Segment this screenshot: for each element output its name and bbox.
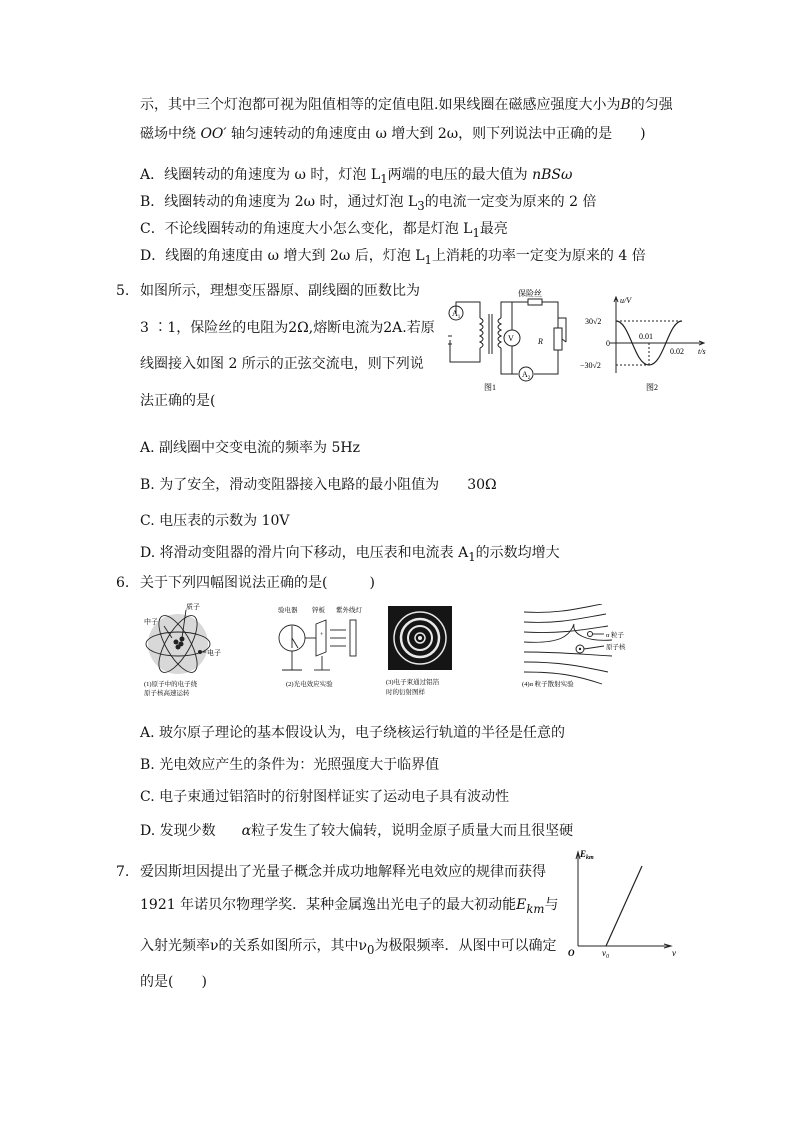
q5-voltage-graph xyxy=(580,293,718,396)
zinc-plate-label: 锌板 xyxy=(312,607,325,614)
q5-option-d: D. 将滑动变阻器的滑片向下移动，电压表和电流表 $A_1$的示数均增大 xyxy=(140,545,560,564)
secondary-wire-top xyxy=(501,302,528,318)
q5-line2: 3 ∶1，保险丝的电阻为2Ω,熔断电流为2A.若原 xyxy=(140,320,435,336)
electroscope-label: 验电器 xyxy=(278,607,298,614)
q4-line2: 磁场中绕 OO′ 轴匀速转动的角速度由 ω 增大到 2ω，则下列说法中正确的是 ) xyxy=(140,126,646,142)
fig1-caption-line2: 原子核高速运转 xyxy=(144,690,190,697)
svg-text:A1 xyxy=(452,309,461,320)
q5-option-c: C. 电压表的示数为 10V xyxy=(140,513,290,529)
rheostat-label: R xyxy=(538,337,543,346)
q6-number: 6. xyxy=(116,575,130,591)
q7-line4: 的是( ) xyxy=(140,974,207,990)
q7-line2: 1921 年诺贝尔物理学奖．某种金属逸出光电子的最大初动能$E_{km}$与 xyxy=(140,897,559,916)
q6-diffraction-figure xyxy=(384,604,458,698)
alpha-particle xyxy=(588,632,593,637)
q4-option-d: D．线圈的角速度由 ω 增大到 2ω 后，灯泡 $L_1$上消耗的功率一定变为原来的 4 倍 xyxy=(140,248,646,267)
q5-circuit-figure xyxy=(440,288,570,396)
alpha-trajectories xyxy=(524,604,612,684)
proton-label: 质子 xyxy=(186,603,200,611)
svg-text:Ekm xyxy=(579,849,594,861)
fig2-caption: (2)光电效应实验 xyxy=(286,681,333,688)
q5-line3: 线圈接入如图 2 所示的正弦交流电，则下列说 xyxy=(140,356,424,372)
a2-label: A xyxy=(522,370,528,379)
q7-number: 7. xyxy=(116,864,130,880)
electron-label: 电子 xyxy=(207,649,221,657)
q6-option-a: A. 玻尔原子理论的基本假设认为，电子绕核运行轨道的半径是任意的 xyxy=(140,725,566,741)
uv-lamp xyxy=(350,620,356,656)
q7-line1: 爱因斯坦因提出了光量子概念并成功地解释光电效应的规律而获得 xyxy=(140,864,546,880)
q6-option-d: D. 发现少数 α粒子发生了较大偏转，说明金原子质量大而且很坚硬 xyxy=(140,823,574,839)
q7-line3: 入射光频率ν的关系如图所示，其中$\nu_0$为极限频率．从图中可以确定 xyxy=(140,938,557,957)
v0-label: ν xyxy=(602,948,606,958)
diffraction-center xyxy=(418,636,422,640)
primary-coil xyxy=(480,318,483,348)
ekm-line xyxy=(606,866,642,946)
ekm-ylabel: E xyxy=(580,849,587,859)
nu-xlabel: ν xyxy=(672,948,676,958)
figure1-caption: 图1 xyxy=(484,383,496,392)
rheostat-r xyxy=(554,328,562,350)
q4-option-b: B．线圈转动的角速度为 2ω 时，通过灯泡 $L_3$的电流一定变为原来的 2 倍 xyxy=(140,194,597,213)
origin-label: O xyxy=(568,948,575,958)
plate-charge-sign: + xyxy=(320,632,324,638)
t1-label: 0.01 xyxy=(639,332,653,341)
ekm-ylabel-sub: km xyxy=(586,855,594,861)
q4-option-a: A．线圈转动的角速度为 ω 时，灯泡 $L_1$两端的电压的最大值为 nBSω xyxy=(140,167,573,186)
fig1-caption-line1: (1)原子中的电子绕 xyxy=(144,681,198,688)
q4-option-c: C．不论线圈转动的角速度大小怎么变化，都是灯泡 $L_1$最亮 xyxy=(140,221,508,240)
electroscope-leaf xyxy=(292,638,298,648)
fig4-caption: (4)α 粒子散射实验 xyxy=(522,681,574,688)
a2-subscript: 2 xyxy=(527,376,531,381)
svg-text:A2 xyxy=(522,370,531,381)
q5-option-a: A. 副线圈中交变电流的频率为 5Hz xyxy=(140,440,360,456)
nucleus-dot xyxy=(579,648,581,650)
q5-line4: 法正确的是( xyxy=(140,393,216,409)
graph-ylabel: u/V xyxy=(620,296,632,305)
alpha-label: α 粒子 xyxy=(606,632,625,639)
q4-line1: 示，其中三个灯泡都可视为阻值相等的定值电阻.如果线圈在磁感应强度大小为B的匀强 xyxy=(140,97,673,113)
q5-option-b: B. 为了安全，滑动变阻器接入电路的最小阻值为 30Ω xyxy=(140,477,497,493)
primary-wire-bottom xyxy=(450,340,480,362)
nucleus-pointer xyxy=(584,646,604,649)
a1-label: A xyxy=(452,309,458,318)
q6-option-b: B. 光电效应产生的条件为：光照强度大于临界值 xyxy=(140,757,440,773)
fig3-caption-line1: (3)电子束通过铝箔 xyxy=(386,679,440,686)
a1-subscript: 1 xyxy=(457,315,461,320)
voltmeter-label: V xyxy=(508,334,514,343)
ymin-label: −30√2 xyxy=(580,361,601,370)
rheostat-slider xyxy=(562,339,566,342)
nucleus-label: 原子核 xyxy=(606,644,626,651)
q6-alpha-scattering-figure xyxy=(520,604,630,690)
secondary-wire-bottom xyxy=(501,348,518,374)
wire-right-bottom xyxy=(534,350,558,374)
electron-dot xyxy=(198,650,202,654)
fuse-label: 保险丝 xyxy=(518,289,542,298)
q6-option-c: C. 电子束通过铝箔时的衍射图样证实了运动电子具有波动性 xyxy=(140,789,510,805)
fig3-caption-line2: 时的衍射图样 xyxy=(386,689,425,696)
wire-to-rheostat xyxy=(542,302,558,328)
t2-label: 0.02 xyxy=(670,347,684,356)
figure2-caption: 图2 xyxy=(646,383,658,392)
q6-atom-figure xyxy=(140,600,240,698)
uv-lamp-label: 紫外线灯 xyxy=(336,607,362,614)
svg-text:ν0 xyxy=(602,948,609,960)
q5-line1: 如图所示，理想变压器原、副线圈的匝数比为 xyxy=(140,283,420,299)
q7-ekm-graph xyxy=(566,846,686,964)
ymax-label: 30√2 xyxy=(585,317,602,326)
fuse xyxy=(528,299,542,305)
zero-label: 0 xyxy=(606,339,610,348)
zinc-plate xyxy=(316,620,326,656)
q6-photoelectric-figure xyxy=(268,604,370,690)
secondary-coil xyxy=(498,318,501,348)
graph-xlabel: t/s xyxy=(698,347,706,356)
q5-number: 5. xyxy=(116,283,130,299)
neutron-label: 中子 xyxy=(144,618,158,626)
q6-stem: 关于下列四幅图说法正确的是( ) xyxy=(140,575,375,591)
v0-subscript: 0 xyxy=(606,954,609,960)
